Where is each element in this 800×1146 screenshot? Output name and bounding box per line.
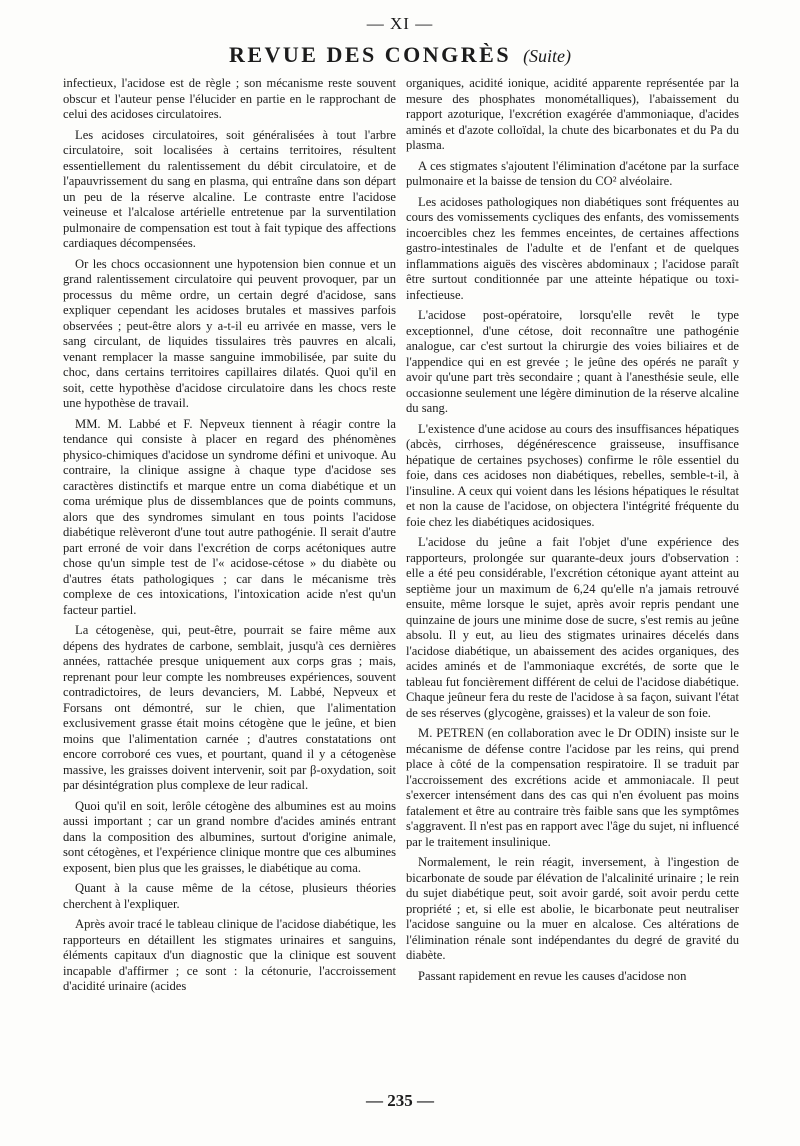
paragraph: L'existence d'une acidose au cours des insuffisances hépatiques (abcès, cirrhoses, dégénérescence graisseuse, insuffisance hépatique de certaines psychoses) confirme le rôle essentiel du foie, dans ces acidoses non diabétiques, rebelles, semble-t-il, à l'insuline. A ceux qui voient dans les lésions hépatiques le résultat et non la cause de l'acidose, on objectera l'intégrité fréquente du foie chez les diabétiques acidosiques.: [406, 421, 739, 529]
paragraph: M. PETREN (en collaboration avec le Dr ODIN) insiste sur le mécanisme de défense contre l'acidose par les reins, qui prend place à côté de la compensation respiratoire. Il se traduit par l'accroissement des excrétions acide et ammoniacale. Il peut s'exercer intensément dans des cas qui n'en évoluent pas moins fatalement et être au contraire très faible sans que les symptômes s'aggravent. Il n'est pas en rapport avec l'âge du sujet, ni influencé par le traitement insulinique.: [406, 726, 739, 849]
paragraph: Or les chocs occasionnent une hypotension bien connue et un grand ralentissement circulatoire qui peuvent provoquer, par un processus du même ordre, un certain degré d'acidose, sans expliquer cependant les acidoses brutales et massives parfois observées ; peut-être alors y a-t-il eu arrivée en masse, vers le sang circulant, de liquides tissulaires très pauvres en alcali, venant remplacer la masse sanguine immobilisée, par suite du choc, dans certains territoires capillaires dilatés. Quoi qu'il en soit, cette hypothèse d'acidose circulatoire dans les chocs reste une hypothèse de travail.: [63, 256, 396, 410]
section-continuation-label: (Suite): [523, 46, 572, 66]
page-number: — 235 —: [366, 1091, 434, 1110]
paragraph: Quant à la cause même de la cétose, plusieurs théories cherchent à l'expliquer.: [63, 881, 396, 911]
paragraph: Après avoir tracé le tableau clinique de l'acidose diabétique, les rapporteurs en détaillent les stigmates urinaires et sanguins, éléments capitaux d'un diagnostic que la clinique est souvent incapable d'affirmer ; ce sont : la cétonurie, l'accroissement d'acidité urinaire (acides: [63, 917, 396, 993]
right-column: [406, 76, 739, 989]
paragraph: infectieux, l'acidose est de règle ; son mécanisme reste souvent obscur et l'auteur pense l'élucider en partie en le rapprochant de celui des acidoses circulatoires.: [63, 76, 396, 121]
paragraph: La cétogenèse, qui, peut-être, pourrait se faire même aux dépens des hydrates de carbone, semblait, jusqu'à ces dernières années, rattachée presque uniquement aux corps gras ; mais, reprenant pour leur compte les nombreuses expériences, souvent contradictoires, de leurs devanciers, M. Labbé, Nepveux et Forsans ont démontré, sur le chien, que l'alimentation exclusivement grasse était moins cétogène que le jeûne, et bien moins que l'alimentation carnée ; d'autres constatations ont encore corroboré ces vues, et pourtant, quand il y a cétogenèse massive, les graisses doivent intervenir, soit par β-oxydation, soit par désintégration plus complexe de leur radical.: [63, 623, 396, 792]
paragraph: A ces stigmates s'ajoutent l'élimination d'acétone par la surface pulmonaire et la baisse de tension du CO² alvéolaire.: [406, 158, 739, 188]
paragraph: Passant rapidement en revue les causes d'acidose non: [418, 968, 687, 983]
paragraph: organiques, acidité ionique, acidité apparente représentée par la mesure des phosphates monométalliques), l'abaissement du rapport azoturique, l'excrétion exagérée d'ammoniaque, d'acides aminés et d'azote colloïdal, la chute des bicarbonates et du Pa du plasma.: [406, 76, 739, 152]
paragraph: Les acidoses pathologiques non diabétiques sont fréquentes au cours des vomissements cycliques des enfants, des vomissements incoercibles chez les femmes enceintes, de certaines affections gastro-intestinales de l'adulte et de l'enfant et de quelques inflammations aiguës des viscères abdominaux ; l'acidose paraît être surtout conditionnée par une atteinte hépatique ou toxi-infectieuse.: [406, 194, 739, 302]
paragraph: MM. M. Labbé et F. Nepveux tiennent à réagir contre la tendance qui consiste à placer en regard des phénomènes physico-chimiques d'acidose un syndrome défini et univoque. Au contraire, la clinique assigne à chaque type d'acidose ses caractères distinctifs et marque entre un coma diabétique et un coma urémique plus de dissemblances que de points communs, alors que des syndromes simulant en tous points l'acidose diabétique relèveront d'une tout autre pathogénie. Il serait d'autre part erroné de voir dans l'excrétion de corps acétoniques autre chose qu'un simple test de l'« acidose-cétose » du diabète ou d'autres états pathologiques ; car dans le mécanisme très complexe de ces intoxications, l'intoxication acide n'est qu'un facteur partiel.: [63, 416, 396, 617]
journal-section-title: REVUE DES CONGRÈS: [228, 42, 512, 67]
left-column: [63, 76, 396, 1000]
roman-page-number: — XI —: [366, 14, 434, 33]
paragraph: Quoi qu'il en soit, lerôle cétogène des albumines est au moins aussi important ; car un grand nombre d'acides aminés entrant dans la composition des albumines, surtout d'origine animale, sont cétogènes, et l'expérience clinique montre que ces albumines exposent, bien plus que les graisses, le diabétique au coma.: [63, 798, 396, 875]
running-header: [0, 42, 800, 68]
paragraph: L'acidose post-opératoire, lorsqu'elle revêt le type exceptionnel, d'une cétose, doit reconnaître une pathogénie analogue, car c'est surtout la chirurgie des voies biliaires et de l'appendice qui en est grevée ; le jeûne des opérés ne paraît y avoir qu'une part très secondaire ; quant à l'anesthésie seule, elle occasionne seulement une légère diminution de la réserve alcaline du sang.: [406, 308, 739, 415]
paragraph: L'acidose du jeûne a fait l'objet d'une expérience des rapporteurs, prolongée sur quarante-deux jours d'observation : elle a été peu considérable, l'excrétion cétonique ayant atteint au septième jour un maximum de 6,24 qu'elle n'a jamais retrouvé ensuite, même lorsque le sujet, après avoir repris pendant une quinzaine de jours une minime dose de sucre, s'est remis au jeûne absolu. Il y eut, au lieu des stigmates urinaires décelés dans l'acidose diabétique, un abaissement des acides organiques, des acides aminés et de l'ammoniaque excrétés, de sorte que le tableau fut foncièrement différent de celui de l'acidose diabétique. Chaque jeûneur fera du reste de l'acidose à sa façon, suivant l'état de ses réserves (glycogène, graisses) et la valeur de son foie.: [406, 535, 739, 720]
paragraph: Normalement, le rein réagit, inversement, à l'ingestion de bicarbonate de soude par élévation de l'alcalinité urinaire ; le rein du sujet diabétique peut, soit avoir gardé, soit avoir perdu cette propriété ; et, si elle est abolie, le bicarbonate peut neutraliser l'acidose sanguine ou la muer en alcalose. Ces altérations de l'élimination rénale sont indépendantes du degré de gravité du diabète.: [406, 855, 739, 962]
paragraph: Les acidoses circulatoires, soit généralisées à tout l'arbre circulatoire, soit localisées à certains territoires, résultent essentiellement du ralentissement du débit circulatoire, et de l'apauvrissement du sang en plasma, qui entraîne dans son départ un peu de la réserve alcaline. Le contraste entre l'acidose veineuse et l'alcalose artérielle entretenue par la surventilation pulmonaire de compensation est tout à fait typique des affections cardiaques décompensées.: [63, 127, 396, 250]
